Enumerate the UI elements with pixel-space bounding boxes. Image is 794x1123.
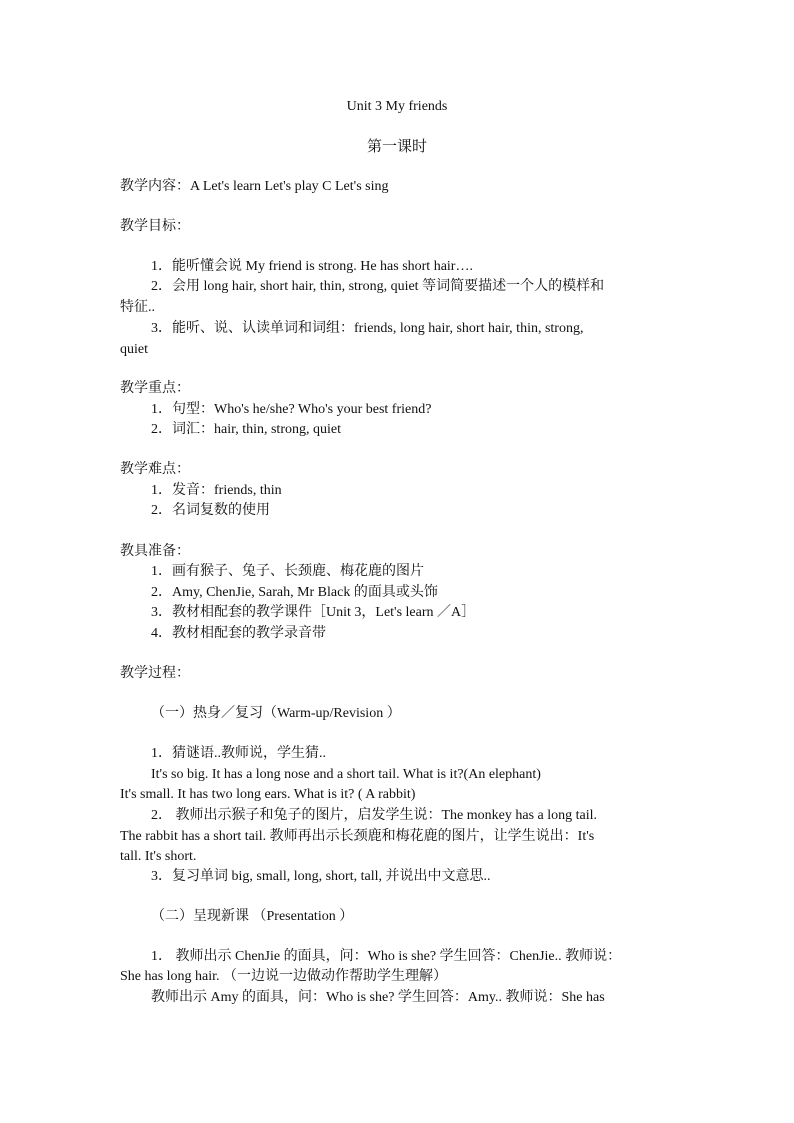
section-presentation-heading: （二）呈现新课 （Presentation ） — [151, 909, 354, 924]
section-warmup-heading: （一）热身／复习（Warm-up/Revision ） — [151, 706, 401, 721]
key-point-item-2: 2．词汇：hair, thin, strong, quiet — [151, 422, 341, 437]
material-item-4: 4．教材相配套的教学录音带 — [151, 626, 326, 641]
presentation-item-1-cont: She has long hair. （一边说一边做动作帮助学生理解） — [120, 969, 448, 984]
material-item-2: 2．Amy, ChenJie, Sarah, Mr Black 的面具或头饰 — [151, 585, 438, 600]
difficulty-item-1: 1．发音：friends, thin — [151, 483, 282, 498]
goal-item-2: 2．会用 long hair, short hair, thin, strong, quiet 等词简要描述一个人的模样和 — [151, 279, 605, 294]
goal-item-3-cont: quiet — [120, 342, 148, 357]
presentation-item-1-amy: 教师出示 Amy 的面具，问：Who is she? 学生回答：Amy.. 教师说：She has — [151, 990, 605, 1005]
warmup-riddle-1: It's so big. It has a long nose and a short tail. What is it?(An elephant) — [151, 767, 541, 782]
warmup-item-3: 3．复习单词 big, small, long, short, tall, 并说出中文意思.. — [151, 869, 491, 884]
materials-heading: 教具准备： — [120, 544, 190, 559]
presentation-item-1: 1． 教师出示 ChenJie 的面具，问：Who is she? 学生回答：ChenJie.. 教师说： — [151, 949, 622, 964]
warmup-item-2: 2． 教师出示猴子和兔子的图片，启发学生说：The monkey has a long tail. — [151, 808, 598, 823]
warmup-riddle-2: It's small. It has two long ears. What is it? ( A rabbit) — [120, 787, 416, 802]
warmup-item-2-cont-1: The rabbit has a short tail. 教师再出示长颈鹿和梅花鹿的图片，让学生说出：It's — [120, 829, 595, 844]
goal-item-2-cont: 特征.. — [120, 300, 155, 315]
page-title: Unit 3 My friends — [346, 99, 448, 114]
teaching-content: 教学内容：A Let's learn Let's play C Let's sing — [120, 179, 389, 194]
difficulty-item-2: 2．名词复数的使用 — [151, 503, 270, 518]
warmup-item-2-cont-2: tall. It's short. — [120, 849, 197, 864]
key-points-heading: 教学重点： — [120, 381, 190, 396]
key-point-item-1: 1．句型：Who's he/she? Who's your best friend? — [151, 402, 432, 417]
material-item-1: 1．画有猴子、兔子、长颈鹿、梅花鹿的图片 — [151, 564, 424, 579]
goal-item-1: 1．能听懂会说 My friend is strong. He has short hair…. — [151, 259, 473, 274]
warmup-item-1: 1．猜谜语..教师说，学生猜.. — [151, 746, 326, 761]
difficulties-heading: 教学难点： — [120, 462, 190, 477]
goal-item-3: 3．能听、说、认读单词和词组：friends, long hair, short hair, thin, strong, — [151, 321, 584, 336]
material-item-3: 3．教材相配套的教学课件［Unit 3，Let's learn ／A］ — [151, 605, 476, 620]
process-heading: 教学过程： — [120, 666, 190, 681]
lesson-subtitle: 第一课时 — [366, 139, 427, 155]
goals-heading: 教学目标： — [120, 219, 190, 234]
